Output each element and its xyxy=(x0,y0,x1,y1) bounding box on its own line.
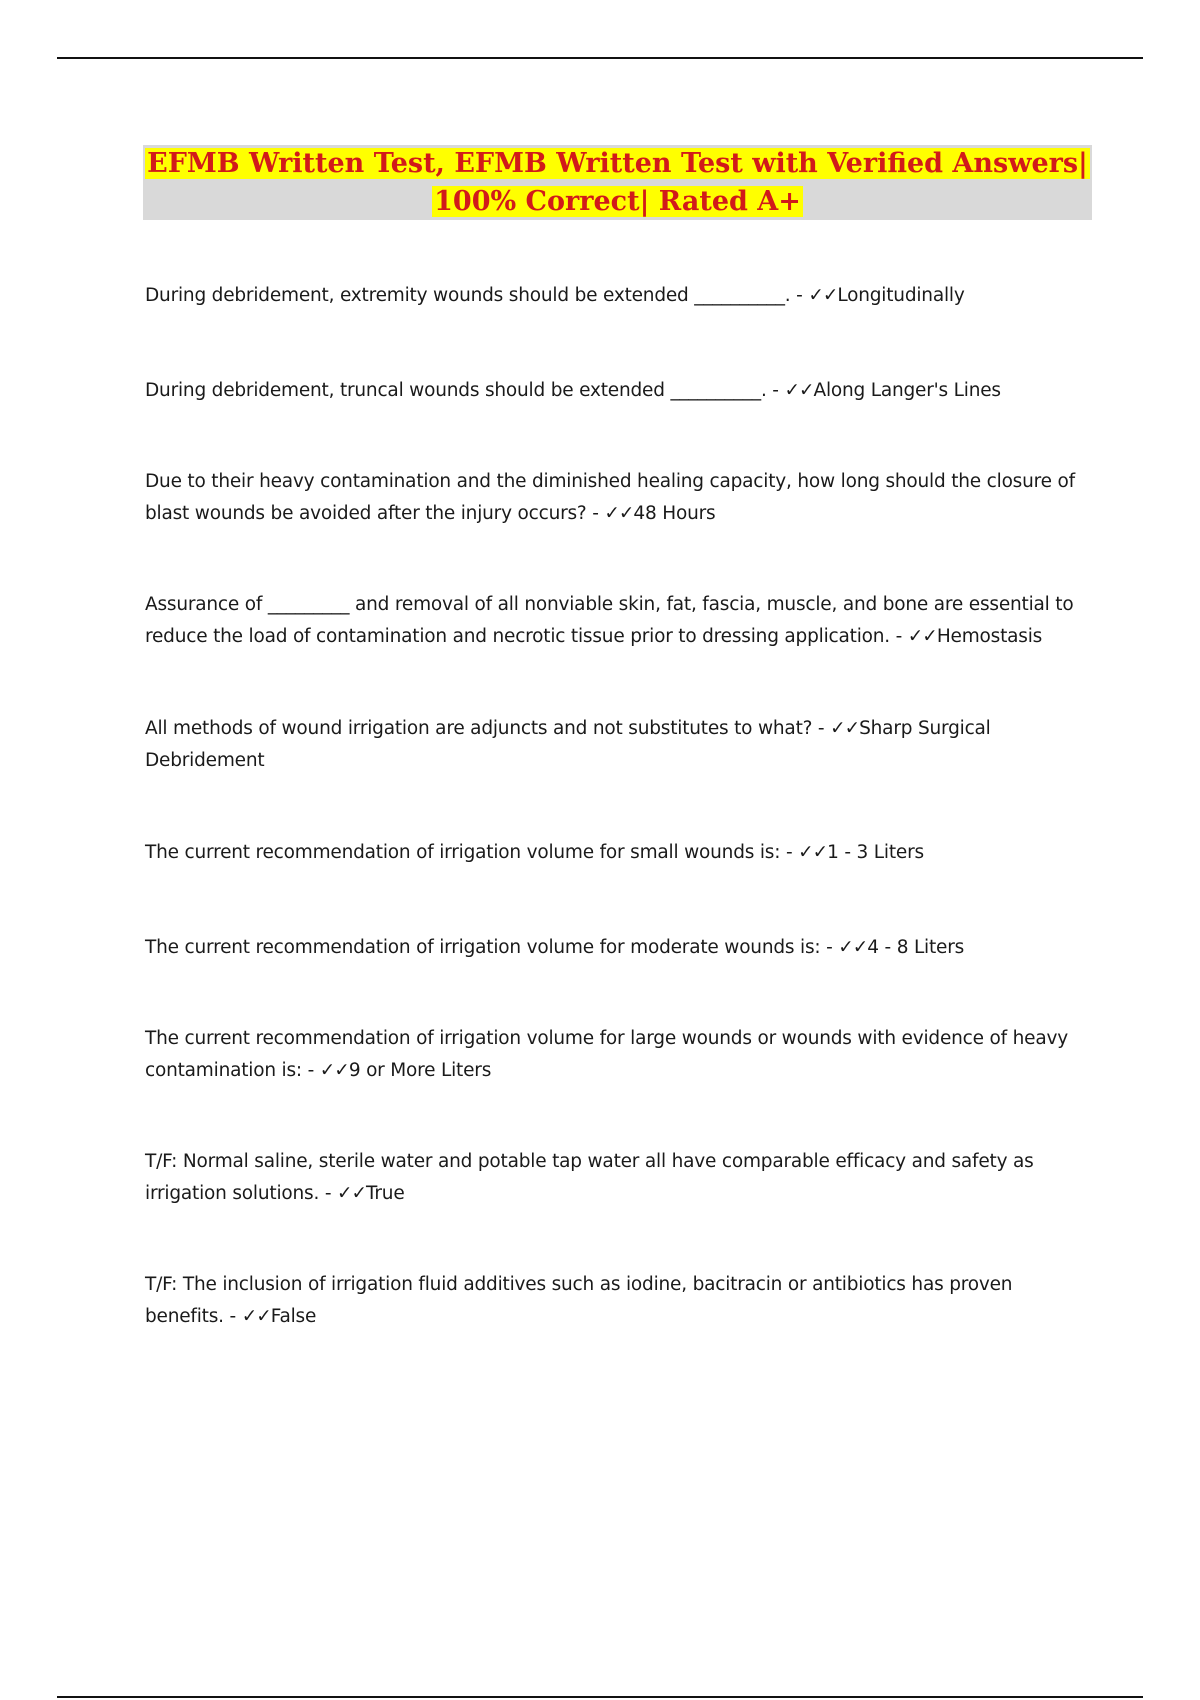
question-text: T/F: The inclusion of irrigation fluid additives such as iodine, bacitracin or antibiotics has proven benefits. - xyxy=(145,1274,1013,1327)
answer-text: 48 Hours xyxy=(633,503,716,524)
qa-item xyxy=(145,837,1085,869)
answer-text: True xyxy=(366,1183,405,1204)
answer-text: Hemostasis xyxy=(936,626,1043,647)
footer-rule xyxy=(57,1696,1143,1698)
qa-item xyxy=(145,1146,1085,1210)
check-icon: ✓✓ xyxy=(336,1183,366,1204)
qa-item xyxy=(145,375,1085,407)
check-icon: ✓✓ xyxy=(838,937,868,958)
qa-item xyxy=(145,280,1085,312)
check-icon: ✓✓ xyxy=(241,1306,271,1327)
question-text: Due to their heavy contamination and the diminished healing capacity, how long should the closure of blast wounds be avoided after the injury occurs? - xyxy=(145,471,1075,524)
question-text: The current recommendation of irrigation volume for large wounds or wounds with evidence of heavy contamination is: - xyxy=(145,1028,1068,1081)
question-text: All methods of wound irrigation are adjuncts and not substitutes to what? - xyxy=(145,718,831,739)
check-icon: ✓✓ xyxy=(784,380,814,401)
question-text: During debridement, extremity wounds should be extended __________. - xyxy=(145,285,809,306)
check-icon: ✓✓ xyxy=(798,842,828,863)
answer-text: Along Langer's Lines xyxy=(813,380,1001,401)
answer-text: Longitudinally xyxy=(837,285,965,306)
question-text: The current recommendation of irrigation volume for moderate wounds is: - xyxy=(145,937,839,958)
answer-text: False xyxy=(270,1306,317,1327)
qa-item xyxy=(145,466,1085,530)
qa-item xyxy=(145,932,1085,964)
answer-text: 9 or More Liters xyxy=(348,1060,492,1081)
check-icon: ✓✓ xyxy=(907,626,937,647)
header-rule xyxy=(57,57,1143,59)
question-text: The current recommendation of irrigation volume for small wounds is: - xyxy=(145,842,799,863)
title-line-1: EFMB Written Test, EFMB Written Test with Verified Answers| xyxy=(147,148,1088,179)
qa-item xyxy=(145,713,1085,777)
question-text: During debridement, truncal wounds should be extended __________. - xyxy=(145,380,785,401)
answer-text: 4 - 8 Liters xyxy=(867,937,965,958)
check-icon: ✓✓ xyxy=(830,718,860,739)
qa-item xyxy=(145,1269,1085,1333)
qa-item xyxy=(145,1023,1085,1087)
question-text: Assurance of _________ and removal of all nonviable skin, fat, fascia, muscle, and bone are essential to reduce the load of contamination and necrotic tissue prior to dressing application. - xyxy=(145,594,1074,647)
answer-text: 1 - 3 Liters xyxy=(827,842,924,863)
check-icon: ✓✓ xyxy=(604,503,634,524)
check-icon: ✓✓ xyxy=(808,285,838,306)
qa-item xyxy=(145,589,1085,653)
question-text: T/F: Normal saline, sterile water and potable tap water all have comparable efficacy and safety as irrigation solutions. - xyxy=(145,1151,1034,1204)
answer-text: Sharp Surgical Debridement xyxy=(145,718,991,771)
check-icon: ✓✓ xyxy=(319,1060,349,1081)
title-line-2: 100% Correct| Rated A+ xyxy=(434,186,801,217)
document-title xyxy=(143,145,1092,220)
